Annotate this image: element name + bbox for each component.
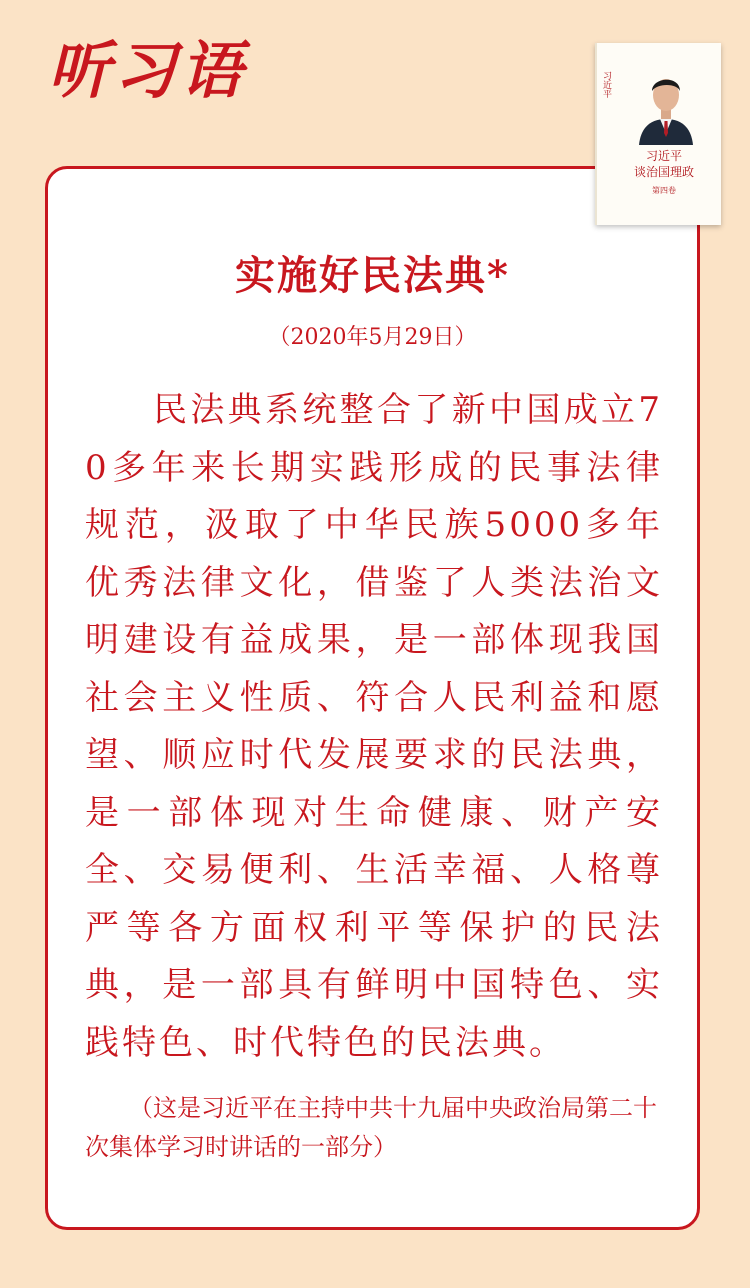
book-cover-image (595, 43, 721, 225)
book-title: 谈治国理政 (633, 165, 694, 179)
article-body: 民法典系统整合了新中国成立70多年来长期实践形成的民事法律规范，汲取了中华民族5000多年优秀法律文化，借鉴了人类法治文明建设有益成果，是一部体现我国社会主义性质、符合人民利益和愿望、顺应时代发展要求的民法典，是一部体现对生命健康、财产安全、交易便利、生活幸福、人格尊严等各方面权利平等保护的民法典，是一部具有鲜明中国特色、实践特色、时代特色的民法典。 (85, 390, 663, 1063)
book-spine-text: 习近平 (601, 71, 611, 98)
portrait-image (635, 61, 697, 145)
article-date: （2020年5月29日） (268, 325, 477, 350)
brand-title: 听习语 (48, 34, 247, 107)
source-note: （这是习近平在主持中共十九届中央政治局第二十次集体学习时讲话的一部分） (85, 1094, 657, 1161)
book-volume: 第四卷 (652, 186, 676, 195)
article-title: 实施好民法典* (235, 252, 510, 299)
book-author: 习近平 (645, 149, 682, 163)
